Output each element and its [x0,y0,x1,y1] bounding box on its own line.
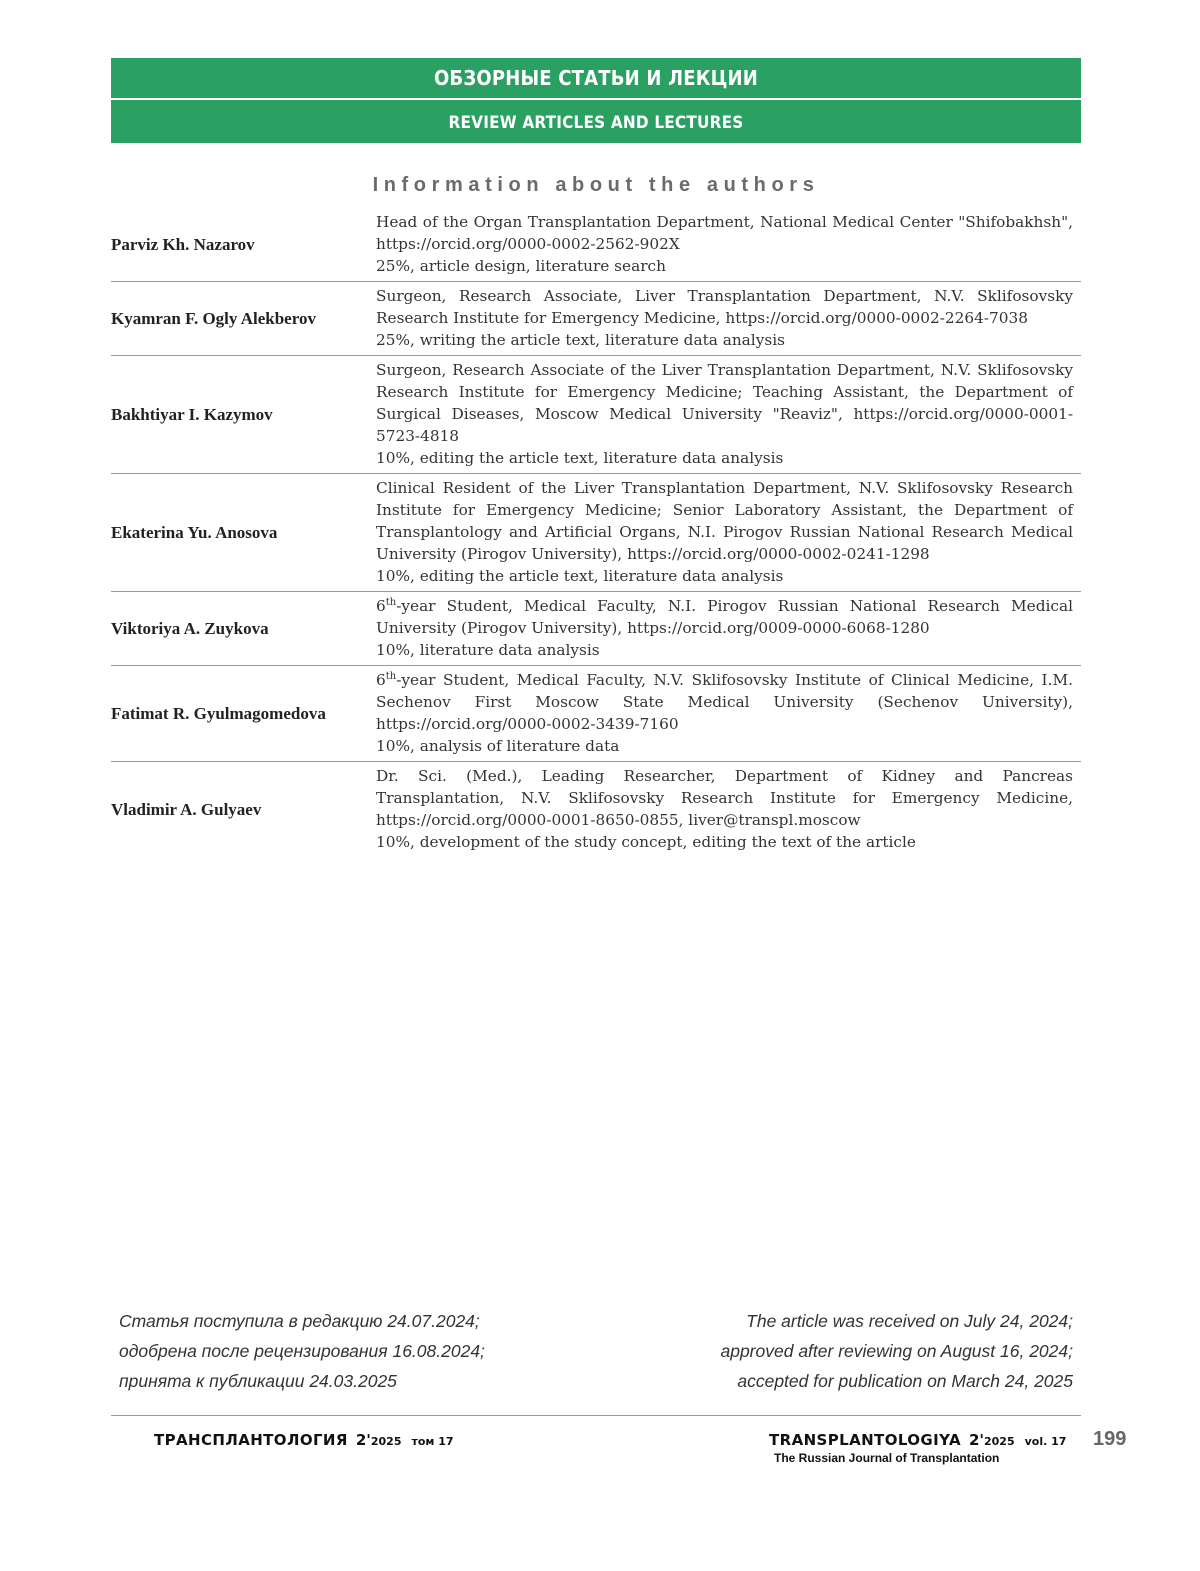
issue-number-en: 2' [968,1431,984,1449]
author-position-text: -year Student, Medical Faculty, N.I. Pirogov Russian National Research Medical University (Pirogov University), https://orcid.org/0009-0000-6068-1280 [376,597,1073,637]
ordinal-suffix: th [385,670,397,682]
footer-journal-ru [154,1430,454,1449]
author-info [376,666,1081,762]
author-row [111,592,1081,666]
author-contribution: 10%, literature data analysis [376,641,600,659]
footer-journal-en [769,1430,1066,1465]
author-info [376,762,1081,858]
footer-divider [111,1415,1081,1416]
author-name: Viktoriya A. Zuykova [111,592,376,666]
author-position: Dr. Sci. (Med.), Leading Researcher, Department of Kidney and Pancreas Transplantation, N.V. Sklifosovsky Research Institute for Emergency Medicine, https://orcid.org/0000-0001-8650-0855, liver@transpl.moscow [376,767,1073,829]
authors-table [111,208,1081,857]
author-contribution: 25%, article design, literature search [376,257,666,275]
author-info [376,282,1081,356]
journal-name-en: TRANSPLANTOLOGIYA [769,1431,961,1449]
author-contribution: 25%, writing the article text, literature data analysis [376,331,785,349]
author-row [111,208,1081,282]
author-row [111,282,1081,356]
volume-en: vol. 17 [1024,1435,1067,1448]
author-info [376,592,1081,666]
date-approved-en: approved after reviewing on August 16, 2024; [720,1341,1073,1361]
author-contribution: 10%, editing the article text, literature data analysis [376,449,784,467]
issue-year-ru: 2025 [370,1435,402,1448]
author-name: Vladimir A. Gulyaev [111,799,262,819]
author-position [376,669,1073,735]
authors-section-title: Information about the authors [372,174,820,196]
author-name: Bakhtiyar I. Kazymov [111,356,376,474]
author-info [376,356,1081,474]
author-name: Ekaterina Yu. Anosova [111,474,376,592]
volume-ru: том 17 [411,1435,454,1448]
date-received-en: The article was received on July 24, 2024; [746,1311,1073,1331]
section-banner-ru: ОБЗОРНЫЕ СТАТЬИ И ЛЕКЦИИ [111,58,1081,98]
issue-number-ru: 2' [355,1431,371,1449]
issue-year-en: 2025 [983,1435,1015,1448]
dates-en [720,1306,1073,1396]
author-position: Surgeon, Research Associate, Liver Transplantation Department, N.V. Sklifosovsky Research Institute for Emergency Medicine, https://orcid.org/0000-0002-2264-7038 [376,287,1073,327]
author-row [111,666,1081,762]
author-position: Head of the Organ Transplantation Department, National Medical Center "Shifobakhsh", https://orcid.org/0000-0002-2562-902X [376,213,1073,253]
author-row [111,474,1081,592]
author-name: Kyamran F. Ogly Alekberov [111,282,376,356]
author-info [376,208,1081,282]
date-received-ru: Статья поступила в редакцию 24.07.2024; [119,1311,480,1331]
dates-ru [119,1306,485,1396]
author-info [376,474,1081,592]
journal-subtitle: The Russian Journal of Transplantation [774,1451,1000,1465]
ordinal-number: 6 [376,597,386,615]
author-name: Parviz Kh. Nazarov [111,208,376,282]
author-position: Surgeon, Research Associate of the Liver Transplantation Department, N.V. Sklifosovsky Research Institute for Emergency Medicine; Teaching Assistant, the Department of Surgical Diseases, Moscow Medical University "Reaviz", https://orcid.org/0000-0001-5723-4818 [376,361,1073,445]
author-contribution: 10%, editing the article text, literature data analysis [376,567,784,585]
section-banner-en: REVIEW ARTICLES AND LECTURES [111,100,1081,143]
author-position [376,595,1073,639]
author-position-text: -year Student, Medical Faculty, N.V. Sklifosovsky Institute of Clinical Medicine, I.M. Sechenov First Moscow State Medical University (Sechenov University), https://orcid.org/0000-0002-3439-7160 [376,671,1073,733]
journal-name-ru: ТРАНСПЛАНТОЛОГИЯ [154,1431,348,1449]
author-position: Clinical Resident of the Liver Transplantation Department, N.V. Sklifosovsky Research Institute for Emergency Medicine; Senior Laboratory Assistant, the Department of Transplantology and Artificial Organs, N.I. Pirogov Russian National Research Medical University (Pirogov University), https://orcid.org/0000-0002-0241-1298 [376,479,1073,563]
author-row [111,762,1081,858]
ordinal-number: 6 [376,671,386,689]
author-row [111,356,1081,474]
author-contribution: 10%, development of the study concept, editing the text of the article [376,833,916,851]
author-contribution: 10%, analysis of literature data [376,737,620,755]
date-accepted-en: accepted for publication on March 24, 2025 [737,1371,1073,1391]
date-accepted-ru: принята к публикации 24.03.2025 [119,1371,397,1391]
author-name: Fatimat R. Gyulmagomedova [111,666,376,762]
ordinal-suffix: th [385,596,397,608]
date-approved-ru: одобрена после рецензирования 16.08.2024; [119,1341,485,1361]
page-number: 199 [1093,1428,1127,1450]
